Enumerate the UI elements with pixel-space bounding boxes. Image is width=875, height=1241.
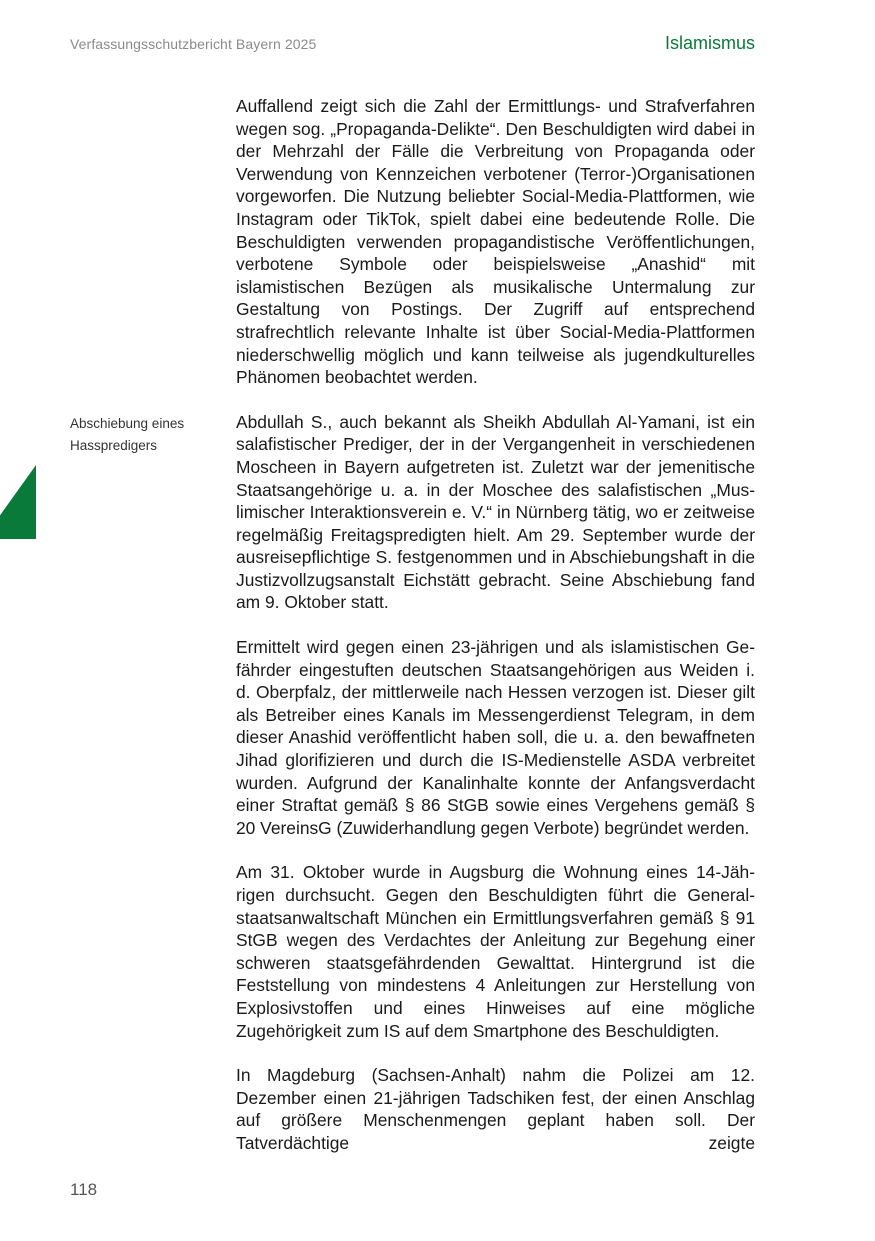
section-marker-tab — [0, 465, 36, 539]
paragraph: Abdullah S., auch bekannt als Sheikh Abdullah Al-Yamani, ist ein salafistischer Prediger, der in der Vergangenheit in verschiedenen Moscheen in Bayern aufgetreten ist. Zuletzt war der jemenitische Staatsangehörige u. a. in der Moschee des salafistischen „Muslimischer Interaktionsverein e. V.“ in Nürnberg tätig, wo er zeitweise regelmäßig Freitagspredigten hielt. Am 29. September wurde der ausreisepflichtige S. festgenommen und in Abschiebungshaft in die Justizvollzugsanstalt Eichstätt gebracht. Seine Abschiebung fand am 9. Oktober statt. — [236, 411, 755, 613]
paragraph: Ermittelt wird gegen einen 23-jährigen und als islamistischen Gefährder eingestuften deutschen Staatsangehörigen aus Weiden i. d. Oberpfalz, der mittlerweile nach Hessen verzogen ist. Dieser gilt als Betreiber eines Kanals im Messengerdienst Telegram, in dem dieser Anashid veröffentlicht haben soll, die u. a. den bewaffneten Jihad glorifizieren und durch die IS-Medienstelle ASDA verbreitet wurden. Aufgrund der Kanalinhalte konnte der Anfangsverdacht einer Straftat gemäß § 86 StGB sowie eines Vergehens gemäß § 20 VereinsG (Zuwiderhandlung gegen Verbote) begründet werden. — [236, 637, 755, 838]
publication-title: Verfassungsschutzbericht Bayern 2025 — [70, 36, 317, 52]
body-text — [236, 95, 755, 1177]
page-number: 118 — [70, 1180, 98, 1199]
margin-note-line-2: Hasspredigers — [70, 438, 158, 453]
margin-note-line-1: Abschiebung eines — [70, 416, 185, 431]
paragraph: Auffallend zeigt sich die Zahl der Ermittlungs- und Strafverfahren wegen sog. „Propaganda-Delikte“. Den Beschuldigten wird dabei in der Mehrzahl der Fälle die Verbreitung von Propaganda oder Verwendung von Kennzeichen verbotener (Terror-)Organisationen vorgeworfen. Die Nutzung beliebter Social-Media-Plattformen, wie Instagram oder TikTok, spielt dabei eine bedeutende Rolle. Die Beschuldigten verwenden propagandistische Veröffentlichungen, verbotene Symbole oder beispielsweise „Anashid“ mit islamistischen Bezügen als musikalische Untermalung zur Gestaltung von Postings. Der Zugriff auf entsprechend strafrechtlich relevante Inhalte ist über Social-Media-Plattformen niederschwellig möglich und kann teilweise als jugendkulturelles Phänomen beobachtet werden. — [236, 96, 755, 388]
section-title: Islamismus — [664, 33, 755, 53]
paragraph: Am 31. Oktober wurde in Augsburg die Wohnung eines 14-Jährigen durchsucht. Gegen den Beschuldigten führt die Generalstaatsanwaltschaft München ein Ermittlungsverfahren gemäß § 91 StGB wegen des Verdachtes der Anleitung zur Begehung einer schweren staatsgefährdenden Gewalttat. Hintergrund ist die Feststellung von mindestens 4 Anleitungen zur Herstellung von Explosivstoffen und eines Hinweises auf eine mögliche Zugehörigkeit zum IS auf dem Smartphone des Beschuldigten. — [236, 862, 755, 1041]
paragraph: In Magdeburg (Sachsen-Anhalt) nahm die Polizei am 12. Dezember einen 21-jährigen Tadschiken fest, der einen Anschlag auf größere Menschenmengen geplant haben soll. Der Tatverdächtige zeigte — [236, 1065, 755, 1153]
margin-note — [70, 413, 220, 457]
